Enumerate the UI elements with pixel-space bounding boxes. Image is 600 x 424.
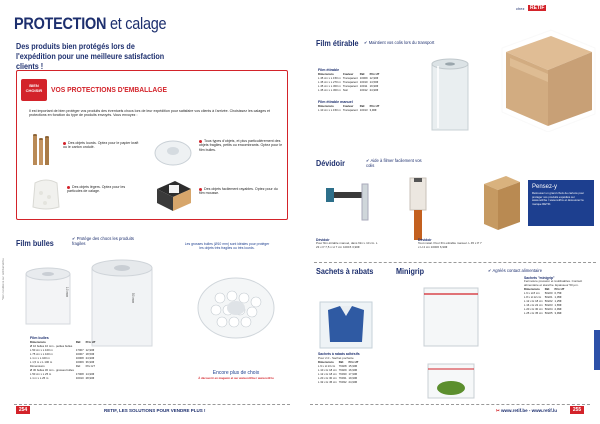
bullet-icon [199,140,202,143]
table-subtitle: Pour 2.0 - Sachet pochette [318,356,354,360]
table-header: Dimensions [318,72,334,76]
table-header: Prix HT [369,104,380,108]
table-cell: L 45 cm x L 300 m [318,88,341,92]
table-title: Film étirable [318,68,340,72]
table-row [318,108,381,112]
discover-title: Encore plus de choix [212,370,260,376]
infobox-item-1: Des objets lourds. Optez pour le papier kraft ou le carton ondulé. [63,141,139,150]
table-cell: L 25 x H 35 cm [524,311,543,316]
table-cell: 14,90€ [85,372,95,376]
table-cell: L 45 cm x L 150 m [318,76,341,80]
table-cell: 1,05€ [554,295,562,300]
promo-box [528,180,594,226]
film-bulles-table-title: Film bulles [30,336,49,340]
table-cell: 50221 [544,295,553,300]
minigrip-herbs-image [426,362,476,400]
minigrip-check: ✔ Agréés contact alimentaire [488,268,543,273]
roll1-label: 10 mm [65,286,70,298]
wrapped-boxes-image [496,22,596,132]
table-header: Réf. [75,340,82,344]
table-header: Prix HT [348,360,359,364]
table-header: Prix HT [369,72,380,76]
footer-divider [310,404,590,405]
table-cell: 50222 [544,299,553,304]
table-title: Film étirable manuel [318,100,353,104]
table-cell: 19,90€ [348,376,358,380]
infobox-intro: Il est important de bien protéger vos produits des éventuels chocs lors de leur expédition pour satisfaire vos clients à l'arrivée. Choisissez les calages et protections en fonction du type de produits envoyés. Vous envoyez : [29,109,270,118]
table-cell: 16008 [75,356,84,360]
table-header: Réf. [544,287,551,292]
minigrip-bag-image [418,280,484,350]
table-cell: L 6 x H 8 cm [524,291,540,296]
table-cell: 1,65€ [554,303,562,308]
table-header: Réf. [359,104,366,108]
check-icon: ✔ [364,40,368,45]
film-etirable-check: ✔ Maintient vos colis lors du transport [364,40,435,45]
bubble-roll-small-image [22,266,74,330]
table-cell: L 32 x H 45 cm [318,380,337,384]
table-cell: 76030 [338,372,347,376]
table-cell: L 50 cm x L 100 m [30,348,53,352]
table-cell: 28,90€ [85,376,95,380]
footer-divider [14,404,290,405]
table-header: Dimensions [318,360,334,364]
page-number: 254 [18,407,28,413]
table-cell: L 50 cm x L 25 m [30,372,52,376]
sachets-table [318,352,360,384]
table-title: Sachets "minigrip" [524,276,555,280]
discover-text: À découvrir en magasin et sur www.retif.be / www.retif.lu [198,376,274,380]
table-cell: 36,90€ [85,360,95,364]
bullet-icon [199,188,202,191]
table-cell: 18,50€ [85,352,95,356]
footer-slogan: RETIF, LES SOLUTIONS POUR VENDRE PLUS ! [104,408,206,413]
table-cell: L 8 x H 12 cm [524,295,542,300]
table-cell: 17007 [75,348,84,352]
film-bulles-check: ✔ Protège des chocs les produits fragiles [72,236,134,246]
table-cell: Transparent [342,76,358,80]
table-cell: Transparent [342,80,358,84]
loose-fill-image [29,175,63,211]
dispenser-2-image [400,176,436,242]
table-header: Dimensions [524,287,540,292]
promo-title: Pensez-y [532,184,558,190]
table-cell: 3,99€ [554,311,562,316]
page-number: 255 [572,407,582,413]
foam-box-image [153,175,195,213]
table-cell: 17,90€ [348,372,358,376]
table-cell: L 45 cm x L 270 m [318,80,341,84]
brand-logo: RETIF [530,5,545,11]
film-etirable-table [318,68,381,112]
item-text: Pour film étirable manuel, dans film L 10 cm. L 23 x P 7,5 x H 7 cm 10015 3,90€ [316,241,378,249]
table-cell: L 45 cm x L 300 m [318,84,341,88]
table-header: Dimensions [318,104,334,108]
table-row [318,88,381,92]
table-cell: Réf. [75,364,81,368]
check-icon: ✔ [488,268,492,273]
infobox-item-3: Des objets légers. Optez pour les particules de calage. [67,185,126,194]
table-cell: Ø 10 bulles 10 mm - petites bulles [30,344,73,348]
promo-text: Retrouvez un grand choix de cartons pour protéger vos produits expédiés sur www.retif.be / www.retif.lu et découvrez la marque RETIF. [532,191,585,206]
table-cell: L 20 x H 30 cm [524,307,543,312]
infobox-item-2: Tous types d'objets, et plus particulièrement des objets fragiles, petits ou encombrants. Optez pour le film bulles. [199,139,283,152]
film-etirable-title: Film étirable [316,38,359,48]
table-cell: 19,90€ [369,84,379,88]
minigrip-table [524,276,594,315]
cursor-icon: ✂ [496,408,500,413]
table-cell: L 9 x H 13 cm [318,364,336,368]
table-cell: 24,90€ [85,356,95,360]
cardboard-box-image [480,168,522,232]
table-cell: 10010 [359,80,368,84]
table-title: Sachets à rabats adhésifs [318,352,360,356]
stretch-film-roll-image [426,56,474,136]
page-number-badge [16,406,30,414]
table-cell: 24,90€ [369,88,379,92]
table-cell: L 16 x H 22 cm [524,303,543,308]
table-cell: 10011 [359,84,368,88]
dispenser-1-image [322,180,382,226]
table-row [524,311,566,315]
film-bulles-callout: Les grosses bulles (Ø10 mm) sont idéales pour protéger les objets très fragiles ou très lourds. [184,242,270,251]
bullet-icon [67,186,70,189]
table-cell: 16007 [75,352,84,356]
table-cell: Transparent [342,108,358,112]
bullet-icon [63,142,66,145]
table-cell: 76029 [338,368,347,372]
table-cell: 76031 [338,376,347,380]
spec-table [30,340,97,380]
infobox-item-4: Des objets facilement rayables. Optez pour du film mousse. [199,187,278,196]
table-cell: 10013 [359,108,368,112]
film-bulles-table [30,336,97,380]
table-cell: Ø 30 bulles 30 mm - grosses bulles [30,368,74,372]
infobox-badge: BIEN CHOISIR [21,79,47,101]
table-cell: 12,90€ [85,348,95,352]
table-header: Prix HT [554,287,565,292]
table-cell: 10009 [359,76,368,80]
big-bubble-image [196,272,276,342]
check-icon: ✔ [366,158,370,163]
table-cell: L 75 cm x L 100 m [30,352,53,356]
side-tab [594,330,600,370]
roll2-label: 50 mm [131,292,136,304]
sachets-title: Sachets à rabats [316,266,374,276]
page-right [300,0,600,424]
item-title: Dévidoir [418,238,432,242]
table-cell: 3,90€ [369,108,377,112]
table-cell: L 1 m x L 100 m [30,356,50,360]
discover-box [184,370,288,390]
table-header: Réf. [359,72,366,76]
devidoir-item-1 [316,238,378,250]
infobox-heading: VOS PROTECTIONS D'EMBALLAGE [51,85,167,94]
item-title: Dévidoir [316,238,330,242]
spec-table [318,360,360,384]
side-note: *Voir conditions sur retif.be/retif.lu [1,258,5,300]
table-cell: 14,50€ [369,80,379,84]
check-icon: ✔ [72,236,76,241]
table-header: Prix HT [85,340,96,344]
table-cell: L 1,5 m x L 100 m [30,360,53,364]
spec-table [524,287,566,315]
table-cell: L 20 x H 30 cm [318,376,337,380]
table-cell: L 1 m x L 25 m [30,376,49,380]
table-cell: 1,25€ [554,299,562,304]
table-cell: 50225 [544,311,553,316]
devidoir-check: ✔ Aide à filmer facilement vos colis [366,158,422,168]
page-subtitle: Des produits bien protégés lors de l'expédition pour une meilleure satisfaction clients ! [16,42,165,71]
page-number-badge [570,406,584,414]
devidoir-item-2 [418,238,484,250]
table-cell: 17008 [75,372,84,376]
table-cell: 50220 [544,291,553,296]
minigrip-title: Minigrip [396,266,425,276]
devidoir-title: Dévidoir [316,158,345,168]
kraft-rolls-image [27,133,59,167]
table-cell: Noir [342,88,348,92]
infobox [16,70,288,220]
table-cell: 10012 [359,88,368,92]
table-desc: Fermeture pression et réutilisables. Contact alimentaire et étanche. Epaisseur 50 µm. [524,279,583,287]
table-cell: L 10 cm x L 150 m [318,108,341,112]
table-cell: 24,90€ [348,380,358,384]
spec-table [318,72,381,92]
table-cell: 16,90€ [348,368,358,372]
bubble-roll-image [151,131,195,169]
table-cell: L 10 x H 18 cm [318,368,337,372]
table-cell: Transparent [342,84,358,88]
table-cell: Dimensions [30,364,45,368]
table-cell: L 12 x H 18 cm [524,299,543,304]
table-cell: 50223 [544,303,553,308]
table-header: Couleur [342,72,354,76]
table-header: Couleur [342,104,354,108]
item-text: Tout métal. Pour film étirable manuel. L 45 x P 7 x H 4 cm 10006 6,90€ [418,241,482,249]
film-bulles-title: Film bulles [16,238,54,248]
shirt-bag-image [318,300,374,350]
table-cell: 76028 [338,364,347,368]
table-cell: 16009 [75,360,84,364]
brand-prefix: chez [516,6,525,11]
table-cell: Prix HT [85,364,95,368]
footer-website: ✂ www.retif.be - www.retif.lu [496,408,557,413]
section-divider [314,262,596,263]
table-cell: 0,75€ [554,291,562,296]
table-header: Dimensions [30,340,46,344]
table-cell: L 12 x H 18 cm [318,372,337,376]
table-row [30,376,97,380]
spec-table [318,104,381,112]
table-cell: 76032 [338,380,347,384]
table-cell: 2,99€ [554,307,562,312]
table-cell: 16010 [75,376,84,380]
table-cell: 15,90€ [348,364,358,368]
table-row [318,380,360,384]
table-cell: 12,90€ [369,76,379,80]
table-header: Réf. [338,360,345,364]
page-title: PROTECTION et calage [14,14,167,33]
table-cell: 50224 [544,307,553,312]
